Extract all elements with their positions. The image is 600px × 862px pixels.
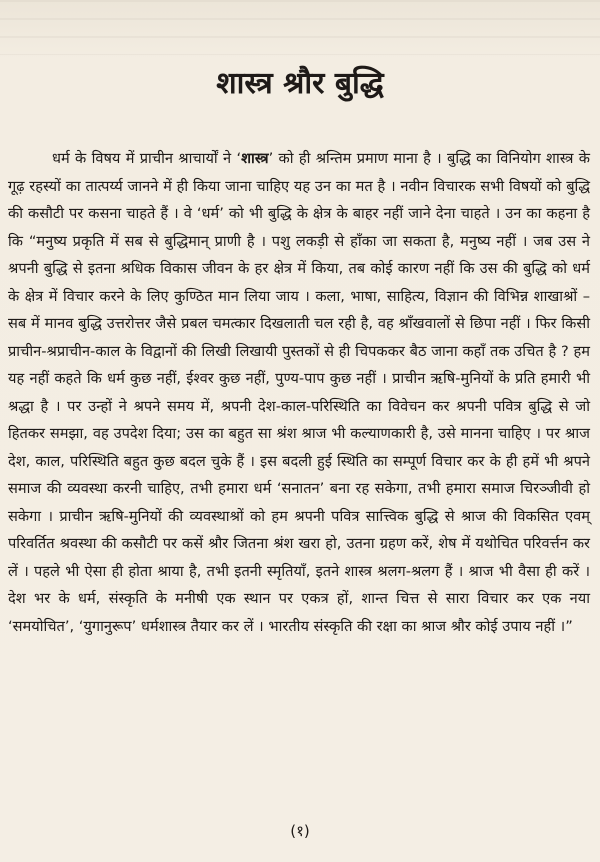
paragraph-text-start: धर्म के विषय में प्राचीन श्राचार्यों ने ‘ — [52, 150, 242, 167]
paragraph-text-rest: ’ को ही श्रन्तिम प्रमाण माना है । बुद्धि का विनियोग शास्त्र के गूढ़ रहस्यों का तात्पर्य्य जानने में ही किया जाना चाहिए यह उन का मत है । नवीन विचारक सभी विषयों को बुद्धि की कसौटी पर कसना चाहते हैं । वे ‘धर्म’ को भी बुद्धि के क्षेत्र के बाहर नहीं जाने देना चाहते । उन का कहना है कि “मनुष्य प्रकृति में सब से बुद्धिमान् प्राणी है । पशु लकड़ी से हाँका जा सकता है, मनुष्य नहीं । जब उस ने श्रपनी बुद्धि से इतना श्रधिक विकास जीवन के हर क्षेत्र में किया, तब कोई कारण नहीं कि उस की बुद्धि को धर्म के क्षेत्र में विचार करने के लिए कुण्ठित मान लिया जाय । कला, भाषा, साहित्य, विज्ञान की विभिन्न शाखाश्रों – सब में मानव बुद्धि उत्तरोत्तर जैसे प्रबल चमत्कार दिखलाती चल रही है, वह श्राँखवालों से छिपा नहीं । फिर किसी प्राचीन-श्रप्राचीन-काल के विद्वानों की लिखी लिखायी पुस्तकों से ही चिपककर बैठ जाना कहाँ तक उचित है ? हम यह नहीं कहते कि धर्म कुछ नहीं, ईश्वर कुछ नहीं, पुण्य-पाप कुछ नहीं । प्राचीन ऋषि-मुनियों के प्रति हमारी भी श्रद्धा है । पर उन्हों ने श्रपने समय में, श्रपनी देश-काल-परिस्थिति का विवेचन कर श्रपनी पवित्र बुद्धि से जो हितकर समझा, वह उपदेश दिया; उस का बहुत सा श्रंश श्राज भी कल्याणकारी है, उसे मानना चाहिए । पर श्राज देश, काल, परिस्थिति बहुत कुछ बदल चुके हैं । इस बदली हुई स्थिति का सम्पूर्ण विचार कर के ही हमें भी श्रपने समाज की व्यवस्था करनी चाहिए, तभी हमारा धर्म ‘सनातन’ बना रह सकेगा, तभी हमारा समाज चिरञ्जीवी हो सकेगा । प्राचीन ऋषि-मुनियों की व्यवस्थाश्रों को हम श्रपनी पवित्र सात्त्विक बुद्धि से श्राज की विकसित एवम् परिवर्तित श्रवस्था की कसौटी पर कसें श्रौर जितना श्रंश खरा हो, उतना ग्रहण करें, शेष में यथोचित परिवर्त्तन कर लें । पहले भी ऐसा ही होता श्राया है, तभी इतनी स्मृतियाँ, इतने शास्त्र श्रलग-श्रलग हैं । श्राज भी वैसा ही करें । देश भर के धर्म, संस्कृति के मनीषी एक स्थान पर एकत्र हों, शान्त चित्त से सारा विचार कर एक नया ‘समयोचित’, ‘युगानुरूप’ धर्मशास्त्र तैयार कर लें । भारतीय संस्कृति की रक्षा का श्राज श्रौर कोई उपाय नहीं ।” — [8, 150, 590, 635]
page-number: (१) — [290, 822, 310, 840]
chapter-title: शास्त्र श्रौर बुद्धि — [216, 66, 384, 101]
bleed-through-text — [0, 0, 600, 55]
body-text — [8, 145, 590, 640]
emphasized-word: शास्त्र — [241, 150, 269, 167]
paragraph — [8, 145, 590, 640]
